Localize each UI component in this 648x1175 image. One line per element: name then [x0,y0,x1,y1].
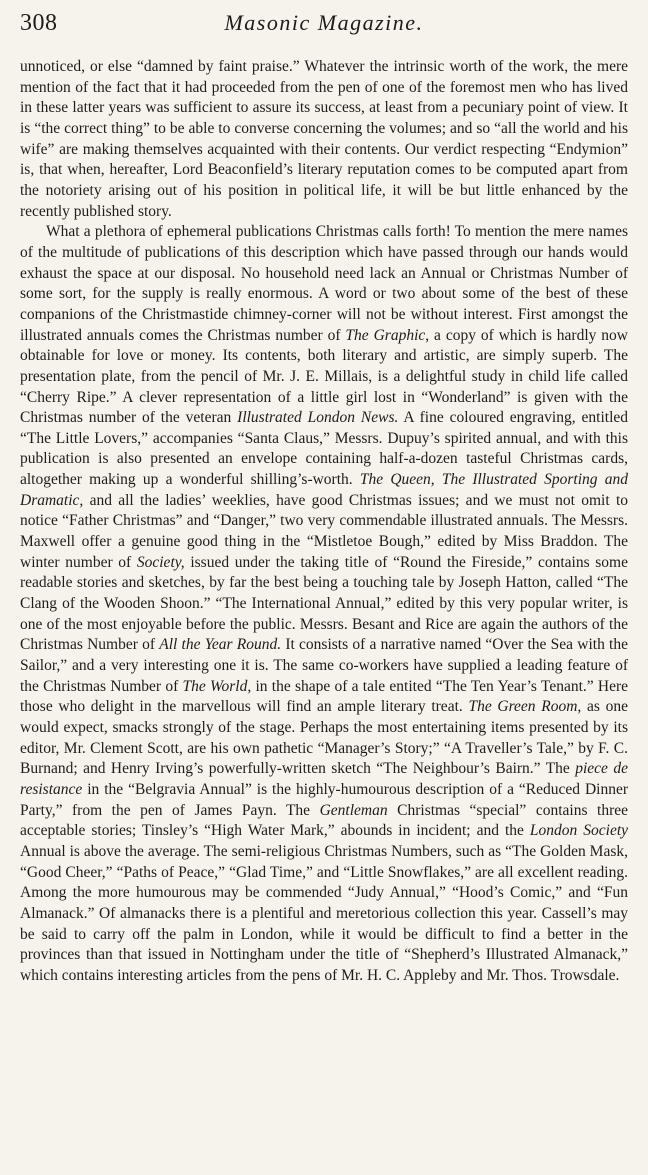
italic-title: Illustrated London News. [237,409,399,427]
text-run: in the “Belgravia Annual” is the highly-humourous description of a “Reduced Dinner Party,” from the pen of James Payn. The [20,780,628,819]
italic-title: London Society [529,822,629,840]
italic-title: piece de resistance [20,760,628,798]
article-body [20,57,628,987]
text-run: unnoticed, or else “damned by faint praise.” Whatever the intrinsic worth of the work, the mere mention of the fact that it had proceeded from the pen of one of the foremost men who has lived in these latter years was sufficient to assure its success, at least from a pecuniary point of view. It is “the correct thing” to be able to converse concerning the volumes; and so “all the world and his wife” are making themselves acquainted with their contents. Our verdict respecting “Endymion” is, that when, hereafter, Lord Beaconfield’s literary reputation comes to be computed apart from the notoriety arising out of his position in political life, it will be but little enhanced by the recently published story. [20,58,628,220]
paragraph-2 [20,222,628,986]
running-title: Masonic Magazine. [224,10,424,35]
text-run: as one would expect, smacks strongly of the stage. Perhaps the most entertaining items presented by its editor, Mr. Clement Scott, are his own pathetic “Manager’s Story;” “A Traveller’s Tale,” by F. C. Burnand; and Henry Irving’s powerfully-written sketch “The Neighbour’s Bairn.” The [20,698,628,778]
text-run: issued under the taking title of “Round the Fireside,” contains some readable stories and sketches, by far the best being a touching tale by Joseph Hatton, called “The Clang of the Wooden Shoon.” “The International Annual,” edited by this very popular writer, is one of the most enjoyable before the public. Messrs. Besant and Rice are again the authors of the Christmas Number of [20,553,628,654]
text-run: and all the ladies’ weeklies, have good Christmas issues; and we must not omit to notice “Father Christmas” and “Danger,” two very commendable illustrated annuals. The Messrs. Maxwell offer a genuine good thing in the “Mistletoe Bough,” edited by Miss Braddon. The winter number of [20,491,628,571]
text-run: It consists of a narrative named “Over the Sea with the Sailor,” and a very interesting one it is. The same co-workers have supplied a leading feature of the Christmas Number of [20,636,628,695]
italic-title: All the Year Round. [159,636,282,654]
text-run: , a copy of which is hardly now obtainable for love or money. Its contents, both literary and artistic, are simply superb. The presentation plate, from the pencil of Mr. J. E. Millais, is a delightful study in child life called “Cherry Ripe.” A clever representation of a little girl lost in “Wonderland” is given with the Christmas number of the veteran [20,326,628,427]
text-run: Christmas “special” contains three acceptable stories; Tinsley’s “High Water Mark,” abounds in incident; and the [20,801,628,840]
page-header [20,10,628,46]
text-run: A fine coloured engraving, entitled “The Little Lovers,” accompanies “Santa Claus,” Messrs. Dupuy’s spirited annual, and with this publication is also presented an envelope containing half-a-dozen tasteful Christmas cards, altogether making up a wonderful shilling’s-worth. [20,409,628,489]
italic-title: The Graphic [345,326,426,344]
italic-title: Society, [136,553,185,571]
italic-title: The World, [182,677,252,695]
text-run: What a plethora of ephemeral publications Christmas calls forth! To mention the mere names of the multitude of publications of this description which have passed through our hands would exhaust the space at our disposal. No household need lack an Annual or Christmas Number of some sort, for the supply is really enormous. A word or two about some of the best of these companions of the Christmastide chimney-corner will not be without interest. First amongst the illustrated annuals comes the Christmas number of [20,223,628,344]
italic-title: The Green Room, [468,698,582,716]
text-run: Annual is above the average. The semi-religious Christmas Numbers, such as “The Golden Mask, “Good Cheer,” “Paths of Peace,” “Glad Time,” and “Little Snowflakes,” are all excellent reading. Among the more humourous may be commended “Judy Annual,” “Hood’s Comic,” and “Fun Almanack.” Of almanacks there is a plentiful and meretorious collection this year. Cassell’s may be said to carry off the palm in London, while it would be difficult to find a better in the provinces than that issued in Nottingham under the title of “Shepherd’s Illustrated Almanack,” which contains interesting articles from the pens of Mr. H. C. Appleby and Mr. Thos. Trowsdale. [20,842,628,984]
page-number: 308 [20,10,58,36]
text-run: in the shape of a tale entited “The Ten Year’s Tenant.” Here those who delight in the marvellous will find an ample literary treat. [20,677,628,716]
italic-title: Gentleman [319,801,388,819]
paragraph-1 [20,57,628,222]
italic-title: The Queen, The Illustrated Sporting and Dramatic, [20,471,628,509]
